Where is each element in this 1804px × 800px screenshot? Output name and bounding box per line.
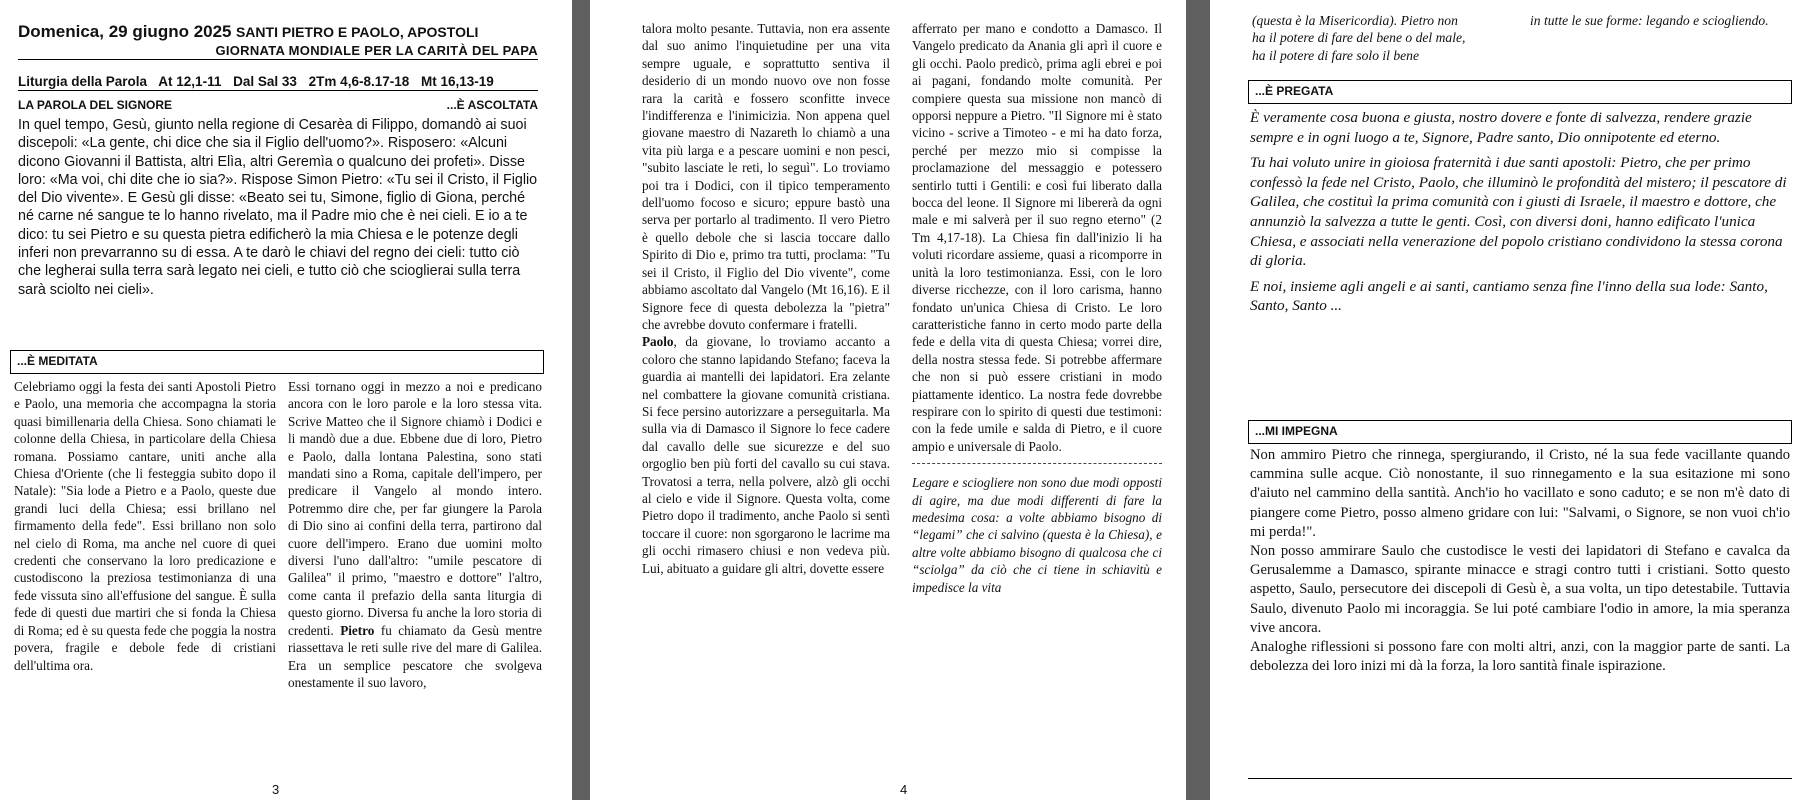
meditation-column-2	[288, 378, 542, 691]
continued-italic-left: (questa è la Misericordia). Pietro non ha il potere di fare del bene o del male, ha il potere di fare solo il bene	[1252, 13, 1466, 63]
liturgy-title: Liturgia della Parola	[18, 74, 148, 89]
date-heading: Domenica, 29 giugno 2025	[18, 22, 232, 41]
reading-4: Mt 16,13-19	[421, 74, 494, 89]
prayer-text	[1250, 108, 1790, 322]
reading-3: 2Tm 4,6-8.17-18	[308, 74, 410, 89]
pietro-bold: Pietro	[340, 622, 375, 638]
continued-italic-right: in tutte le sue forme: legando e sciogliendo.	[1530, 13, 1769, 28]
day-subtitle: GIORNATA MONDIALE PER LA CARITÀ DEL PAPA	[215, 43, 538, 58]
commit-paragraph: Analoghe riflessioni si possono fare con molti altri, anzi, con la maggior parte de santi. La debolezza dei loro inizi mi dà la forza, la loro santità finale ispirazione.	[1250, 639, 1790, 675]
liturgy-line	[18, 74, 538, 91]
bottom-rule	[1248, 778, 1792, 779]
page-number: 3	[272, 782, 280, 797]
commit-section-header	[1248, 420, 1792, 444]
page-3	[0, 0, 572, 800]
dashed-divider	[912, 463, 1162, 464]
meditation-column-3	[642, 20, 890, 577]
heard-label: ...È ASCOLTATA	[446, 98, 538, 112]
commit-paragraph: Non posso ammirare Saulo che custodisce le vesti dei lapidatori di Stefano e cavalca da Gerusalemme a Damasco, spirante minacce e stragi contro tutti i cristiani. Sotto questo aspetto, Saulo, persecutore dei discepoli di Gesù è, a sua volta, un tipo detestabile. Tuttavia Saulo, divenuto Paolo mi incoraggia. Se lui poté cambiare l'odio in amore, la mia speranza vive ancora.	[1250, 543, 1790, 636]
page-4	[590, 0, 1186, 800]
meditation-col4-text: afferrato per mano e condotto a Damasco. Il Vangelo predicato da Anania gli aprì il cuore e gli occhi. Paolo predicò, prima agli ebrei e poi ai pagani, fondando molte comunità. Per compiere questa sua missione non mancò di opporsi neppure a Pietro. "Il Signore mi è stato vicino - scrive a Timoteo - e mi ha dato forza, perché per mezzo mio si compisse la proclamazione del messaggio e potessero sentirlo tutti i Gentili: e così fui liberato dalla bocca del leone. Il Signore mi libererà da ogni male e mi salverà per il suo regno eterno" (2 Tm 4,17-18). La Chiesa fin dall'inizio li ha voluti ricordare assieme, quasi a ricomporre in unità la loro testimonianza. Essi, con le loro diverse ricchezze, con il loro carisma, hanno fondato un'unica Chiesa di Cristo. Le loro caratteristiche fanno in certo modo parte della fede e della vita di questa Chiesa; vorrei dire, della nostra stessa fede. Si potrebbe affermare che non si può essere cristiani in modo piattamente identico. La nostra fede dovrebbe respirare con lo spirito di questi due testimoni: con la fede umile e salda di Pietro, e il cuore ampio e universale di Paolo.	[912, 21, 1162, 454]
commit-label: ...MI IMPEGNA	[1255, 424, 1338, 438]
meditation-col4-italic: Legare e sciogliere non sono due modi opposti di agire, ma due modi differenti di fare la medesima cosa: a volte abbiamo bisogno di “legami” che ci salvino (questa è la Chiesa), e altre volte abbiamo bisogno di qualcosa che ci “sciolga” da ciò che ci tiene in schiavitù e impedisce la vita	[912, 475, 1162, 595]
prayed-label: ...È PREGATA	[1255, 84, 1334, 98]
page-header	[18, 22, 538, 60]
gospel-text: In quel tempo, Gesù, giunto nella regione di Cesarèa di Filippo, domandò ai suoi discepoli: «La gente, chi dice che sia il Figlio dell'uomo?». Risposero: «Alcuni dicono Giovanni il Battista, altri Elìa, altri Geremìa o qualcuno dei profeti». Disse loro: «Ma voi, chi dite che io sia?». Rispose Simon Pietro: «Tu sei il Cristo, il Figlio del Dio vivente». E Gesù gli disse: «Beato sei tu, Simone, figlio di Giona, perché né carne né sangue te lo hanno rivelato, ma il Padre mio che è nei cieli. E io a te dico: tu sei Pietro e su questa pietra edificherò la mia Chiesa e le potenze degli inferi non prevarranno su di essa. A te darò le chiavi del regno dei cieli: tutto ciò che legherai sulla terra sarà legato nei cieli, e tutto ciò che scioglierai sulla terra sarà sciolto nei cieli».	[18, 117, 538, 298]
meditation-col3-text-b: , da giovane, lo troviamo accanto a coloro che stanno lapidando Stefano; faceva la guardia ai mantelli dei lapidatori. Era zelante nel combattere la giovane comunità cristiana. Si fece persino autorizzare a perseguitarla. Ma sulla via di Damasco il Signore lo fece cadere dal cavallo delle sue sicurezze e del suo orgoglio ben più forti del cavallo su cui stava. Trovatosi a terra, nella polvere, alzò gli occhi al cielo e vide il Signore. Questa volta, come Pietro dopo il tradimento, anche Paolo si sentì toccare il cuore: non sgorgarono le lacrime ma gli occhi rimasero chiusi e non vedeva più. Lui, abituato a guidare gli altri, dovette essere	[642, 334, 890, 576]
section-labels	[18, 98, 538, 112]
prayer-paragraph: E noi, insieme agli angeli e ai santi, cantiamo senza fine l'inno della sua lode: Santo, Santo, Santo ...	[1250, 277, 1768, 315]
prayed-section-header	[1248, 80, 1792, 104]
meditated-label: ...È MEDITATA	[17, 354, 98, 368]
page-number: 4	[900, 782, 908, 797]
page-5	[1210, 0, 1804, 800]
reading-2: Dal Sal 33	[233, 74, 297, 89]
meditation-column-1: Celebriamo oggi la festa dei santi Apostoli Pietro e Paolo, una memoria che accompagna la storia quasi bimillenaria della Chiesa. Sono chiamati le colonne della Chiesa, in particolare della Chiesa romana. Possiamo cantare, uniti anche alla Chiesa d'Oriente (che li festeggia subito dopo il Natale): "Sia lode a Pietro e a Paolo, queste due grandi luci della Chiesa; essi brillano nel firmamento della fede". Essi brillano non solo nel cielo di Roma, ma anche nel cuore di quei credenti che conservano la loro predicazione e custodiscono la preziosa testimonianza di una fede vissuta sino all'effusione del sangue. È sulla fede di questi due martiri che si fonda la Chiesa di Roma; ed è su questa fede che poggia la nostra povera, fragile e debole fede di cristiani dell'ultima ora.	[14, 379, 276, 673]
paolo-bold: Paolo	[642, 334, 674, 350]
commit-paragraph: Non ammiro Pietro che rinnega, spergiurando, il Cristo, né la sua fede vacillante quando cammina sulle acque. Ciò nonostante, il suo rinnegamento e la sua esitazione mi sono d'aiuto nel cammino della santità. Anch'io ho vacillato e sono caduto; e se non m'è dato di piangere come Pietro, posso almeno gridare con lui: "Salvami, o Signore, se non vuoi ch'io mi perda!".	[1250, 447, 1790, 540]
solemnity-heading: SANTI PIETRO E PAOLO, APOSTOLI	[235, 24, 479, 40]
meditation-col2-text-a: Essi tornano oggi in mezzo a noi e predicano ancora con le loro parole e la loro stessa vita. Scrive Matteo che il Signore chiamò i Dodici e li mandò due a due. Ebbene due di loro, Pietro e Paolo, dalla lontana Palestina, sono stati mandati sino a Roma, capitale dell'impero, per predicare il Vangelo al mondo intero. Potremmo dire che, per far giungere la Parola di Dio sino ai confini della terra, partirono dal cuore dell'impero. Erano due uomini molto diversi l'uno dall'altro: "umile pescatore di Galilea" il primo, "maestro e dottore" l'altro, come canta il prefazio della santa liturgia di questo giorno. Diversa fu anche la loro storia di credenti.	[288, 379, 542, 638]
meditated-section-header	[10, 350, 544, 374]
commit-text	[1250, 446, 1790, 676]
word-label: LA PAROLA DEL SIGNORE	[18, 98, 173, 112]
meditation-col2-text-b: fu chiamato da Gesù mentre riassettava le reti sulle rive del mare di Galilea. Era un semplice pescatore che svolgeva onestamente il suo lavoro,	[288, 622, 543, 690]
meditation-column-4	[912, 20, 1162, 596]
prayer-paragraph: È veramente cosa buona e giusta, nostro dovere e fonte di salvezza, rendere grazie sempre e in ogni luogo a te, Signore, Padre santo, Dio onnipotente ed eterno.	[1250, 109, 1752, 146]
prayer-paragraph: Tu hai voluto unire in gioiosa fraternità i due santi apostoli: Pietro, che per primo confessò la fede nel Cristo, Paolo, che illuminò le profondità del mistero; il pescatore di Galilea, che costituì la prima comunità con i giusti di Israele, il maestro e dottore, che annunziò la salvezza a tutte le genti. Così, con diversi doni, hanno edificato l'unica Chiesa, e associati nella venerazione del popolo cristiano condividono la stessa corona di gloria.	[1250, 154, 1787, 270]
meditation-col3-text-a: talora molto pesante. Tuttavia, non era assente dal suo animo l'inquietudine per una vita sempre uguale, e soprattutto sentiva il desiderio di un mondo nuovo ove non fosse rara la carità e fossero sconfitte invece l'indifferenza e l'inimicizia. Non appena quel giovane maestro di Nazareth lo chiamò a una vita più larga e a pescare uomini e non pesci, "subito lasciate le reti, lo seguì". Lo troviamo poi tra i Dodici, con il tipico temperamento dell'uomo focoso e sicuro; eppure bastò una serva per portarlo al tradimento. Il vero Pietro è quello debole che si lascia toccare dallo Spirito di Dio e, primo tra tutti, proclama: "Tu sei il Cristo, il Figlio del Dio vivente", come abbiamo ascoltato dal Vangelo (Mt 16,16). E il Signore fece di questa debolezza la "pietra" che avrebbe dovuto confermare i fratelli.	[642, 21, 890, 332]
reading-1: At 12,1-11	[158, 74, 222, 89]
